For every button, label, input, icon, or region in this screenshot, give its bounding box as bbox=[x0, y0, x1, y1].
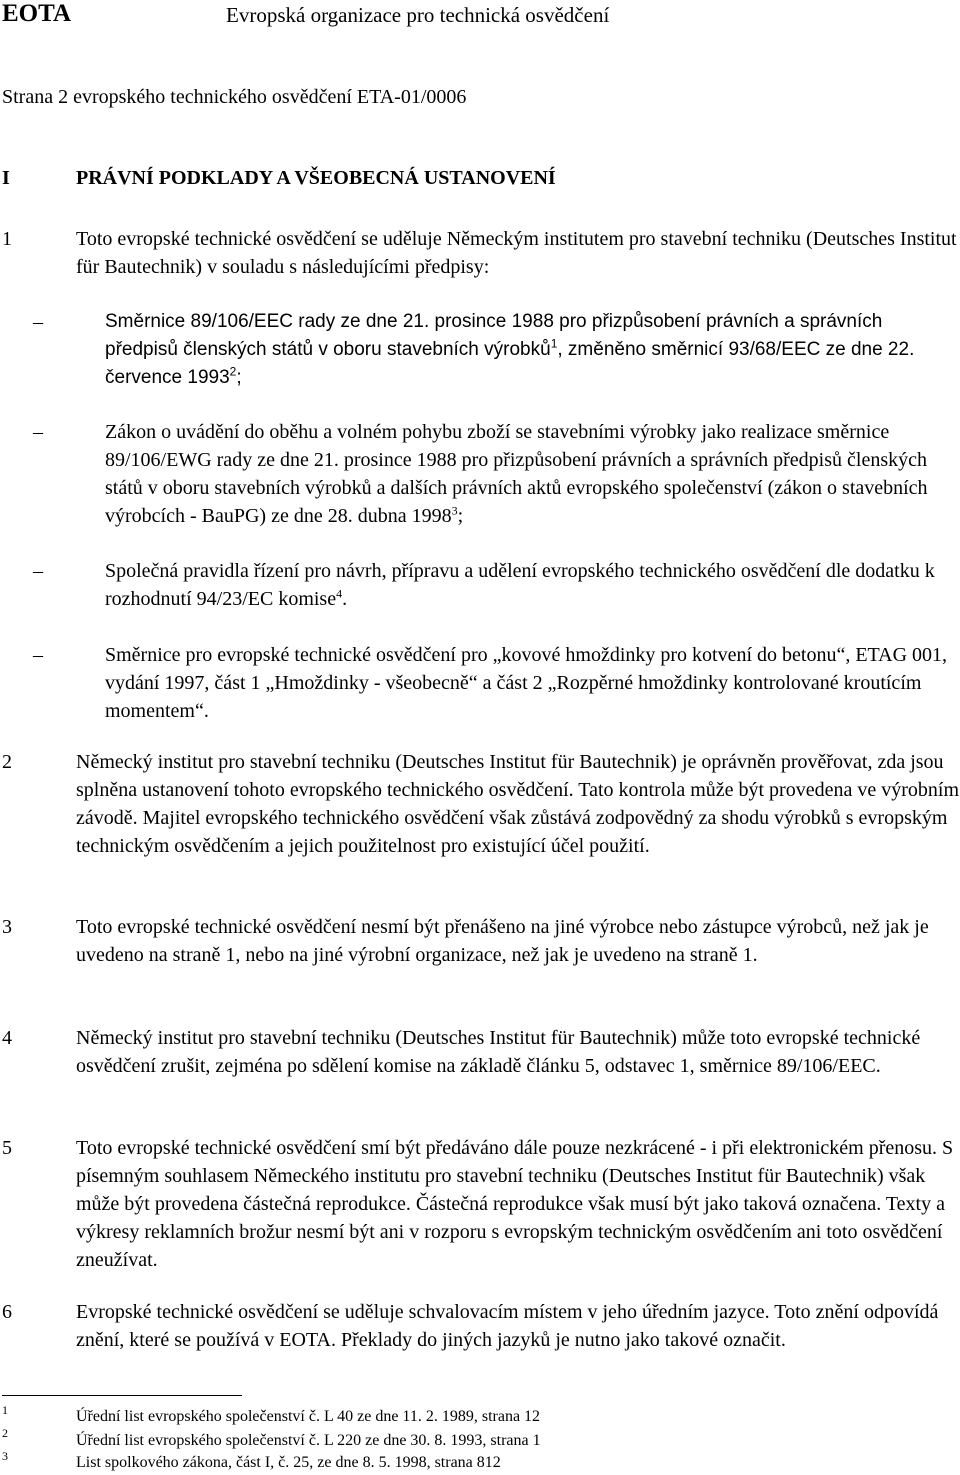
footnote-number: 3 bbox=[2, 1449, 8, 1463]
paragraph-text: Toto evropské technické osvědčení smí být předáváno dále pouze nezkrácené - i při elektronickém přenosu. S písemným souhlasem Německého institutu pro stavební techniku (Deutsches Institut für Bautechnik) však může být provedena částečná reprodukce. Částečná reprodukce však musí být jako taková označena. Texty a výkresy reklamních brožur nesmí být ani v rozporu s evropským technickým osvědčením ani toto osvědčení zneužívat. bbox=[76, 1137, 954, 1271]
footnote-ref: 1 bbox=[550, 336, 558, 351]
bullet-text: Společná pravidla řízení pro návrh, přípravu a udělení evropského technického osvědčení dle dodatku k rozhodnutí 94/23/EC komise bbox=[105, 560, 935, 610]
bullet-dash: – bbox=[33, 644, 43, 666]
paragraph-text: Toto evropské technické osvědčení se uděluje Německým institutem pro stavební techniku (Deutsches Institut für Bautechnik) v souladu s následujícími předpisy: bbox=[76, 228, 957, 278]
bullet-item bbox=[105, 418, 960, 530]
paragraph-text: Německý institut pro stavební techniku (Deutsches Institut für Bautechnik) může toto evropské technické osvědčení zrušit, zejména po sdělení komise na základě článku 5, odstavec 1, směrnice 89/106/EEC. bbox=[76, 1027, 921, 1077]
bullet-text: Směrnice 89/106/EEC rady ze dne 21. prosince 1988 pro přizpůsobení právních a správních předpisů členských států v oboru stavebních výrobků bbox=[105, 311, 883, 360]
paragraph-text: Evropské technické osvědčení se uděluje schvalovacím místem v jeho úředním jazyce. Toto znění odpovídá znění, které se používá v EOTA. Překlady do jiných jazyků je nutno jako takové označit. bbox=[76, 1301, 939, 1351]
paragraph-number: 2 bbox=[2, 751, 12, 773]
paragraph-number: 3 bbox=[2, 916, 12, 938]
bullet-dash: – bbox=[33, 560, 43, 582]
bullet-text: . bbox=[342, 588, 348, 610]
paragraph-number: 1 bbox=[2, 228, 12, 250]
bullet-text: Zákon o uvádění do oběhu a volném pohybu zboží se stavebními výrobky jako realizace směrnice 89/106/EWG rady ze dne 21. prosince 1988 pro přizpůsobení právních a správních předpisů členských států v oboru stavebních výrobků a dalších právních aktů evropského společenství (zákon o stavebních výrobcích - BauPG) ze dne 28. dubna 1998 bbox=[105, 421, 928, 527]
footnote-ref: 2 bbox=[229, 364, 237, 379]
paragraph-text: Toto evropské technické osvědčení nesmí být přenášeno na jiné výrobce nebo zástupce výrobců, než jak je uvedeno na straně 1, nebo na jiné výrobní organizace, než jak je uvedeno na straně 1. bbox=[76, 916, 929, 966]
bullet-item bbox=[105, 308, 960, 392]
section-number: I bbox=[2, 167, 10, 189]
bullet-dash: – bbox=[33, 421, 43, 443]
footnote-separator bbox=[2, 1395, 242, 1396]
org-full-name: Evropská organizace pro technická osvědčení bbox=[226, 3, 610, 27]
bullet-text: , změněno směrnicí 93/68/EEC ze dne 22. července 1993 bbox=[105, 339, 915, 388]
footnote-text: Úřední list evropského společenství č. L 220 ze dne 30. 8. 1993, strana 1 bbox=[76, 1432, 541, 1449]
org-abbreviation: EOTA bbox=[2, 0, 71, 27]
paragraph-number: 4 bbox=[2, 1027, 12, 1049]
bullet-text: ; bbox=[457, 505, 464, 527]
bullet-dash: – bbox=[33, 311, 43, 333]
footnote-ref: 3 bbox=[451, 503, 458, 518]
section-title: PRÁVNÍ PODKLADY A VŠEOBECNÁ USTANOVENÍ bbox=[76, 167, 556, 189]
footnote-text: List spolkového zákona, část I, č. 25, ze dne 8. 5. 1998, strana 812 bbox=[76, 1454, 501, 1471]
bullet-item bbox=[105, 557, 960, 613]
footnote-text: Úřední list evropského společenství č. L 40 ze dne 11. 2. 1989, strana 12 bbox=[76, 1408, 541, 1425]
footnote-ref: 4 bbox=[336, 586, 343, 601]
paragraph-text: Německý institut pro stavební techniku (Deutsches Institut für Bautechnik) je oprávněn prověřovat, zda jsou splněna ustanovení tohoto evropského technického osvědčení. Tato kontrola může být provedena ve výrobním závodě. Majitel evropského technického osvědčení však zůstává zodpovědný za shodu výrobků s evropským technickým osvědčením a jejich použitelnost pro existující účel použití. bbox=[76, 751, 959, 857]
paragraph-number: 5 bbox=[2, 1137, 12, 1159]
bullet-text: ; bbox=[236, 367, 242, 388]
bullet-item: Směrnice pro evropské technické osvědčení pro „kovové hmoždinky pro kotvení do betonu“, ETAG 001, vydání 1997, část 1 „Hmoždinky - všeobecně“ a část 2 „Rozpěrné hmoždinky kontrolované kroutícím momentem“. bbox=[105, 644, 948, 722]
paragraph-number: 6 bbox=[2, 1301, 12, 1323]
page-reference: Strana 2 evropského technického osvědčení ETA-01/0006 bbox=[2, 86, 467, 108]
footnote-number: 1 bbox=[2, 1403, 8, 1417]
footnote-number: 2 bbox=[2, 1426, 8, 1440]
